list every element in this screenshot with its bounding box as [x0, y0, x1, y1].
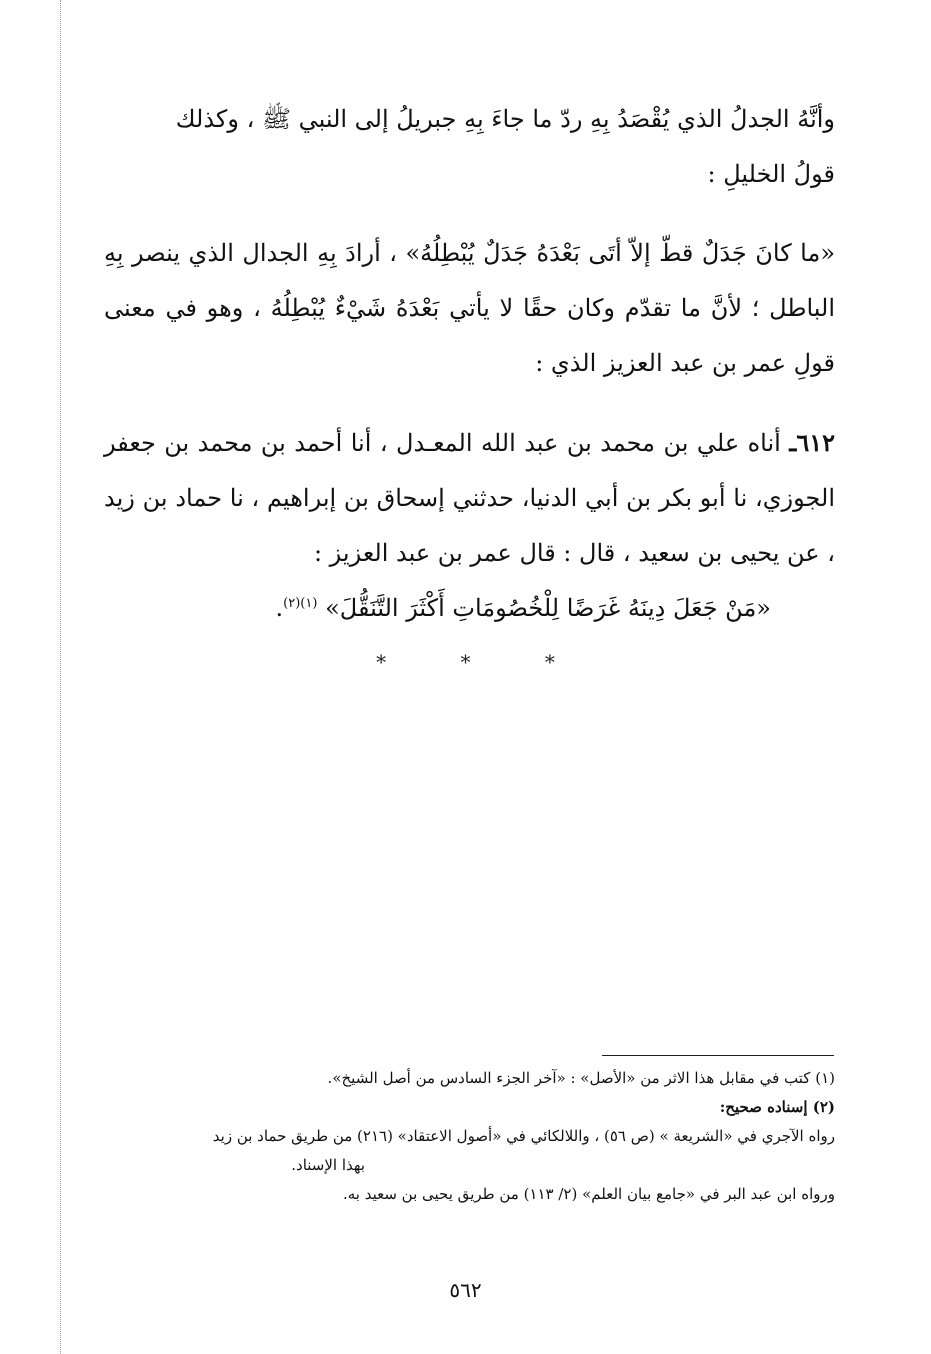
- page-edge-dotted-line: [60, 0, 61, 1354]
- paragraph-3-text: أناه علي بن محمد بن عبد الله المعـدل ، أنا أحمد بن محمد بن جعفر الجوزي، نا أبو بكر بن أبي الدنيا، حدثني إسحاق بن إبراهيم ، نا حماد بن زيد ، عن يحيى بن سعيد ، قال : قال عمر بن عبد العزيز :: [104, 429, 835, 567]
- section-separator: * * *: [376, 650, 589, 674]
- page-number: ٥٦٢: [449, 1278, 482, 1302]
- item-number: ٦١٢ـ: [789, 428, 835, 457]
- footnote-2-line-2: بهذا الإسناد.: [291, 1156, 365, 1174]
- paragraph-2: «ما كانَ جَدَلٌ قطّ إلاّ أتَى بَعْدَهُ جَدَلٌ يُبْطِلُهُ» ، أرادَ بِهِ الجدال الذي ينصر بِهِ الباطل ؛ لأنَّ ما تقدّم وكان حقًا لا يأتي بَعْدَهُ شَيْءٌ يُبْطِلُهُ ، وهو في معنى قولِ عمر بن عبد العزيز الذي :: [104, 239, 835, 377]
- quote-line: [104, 581, 835, 636]
- footnote-2-heading: (٢) إسناده صحيح:: [719, 1098, 835, 1116]
- paragraph-1-line-2: قولُ الخليلِ :: [707, 160, 835, 188]
- main-text-block: [104, 92, 835, 636]
- quote-text: «مَنْ جَعَلَ دِينَهُ غَرَضًا لِلْخُصُومَاتِ أَكْثَرَ التَّنَقُّلَ»: [325, 594, 771, 622]
- footnote-2-line-3: ورواه ابن عبد البر في «جامع بيان العلم» (٢/ ١١٣) من طريق يحيى بن سعيد به.: [342, 1185, 835, 1203]
- paragraph-1-line-1: وأنَّهُ الجدلُ الذي يُقْصَدُ بِهِ ردّ ما جاءَ بِهِ جبريلُ إلى النبي ﷺ ، وكذلك: [175, 105, 835, 133]
- quote-end-period: .: [275, 594, 284, 622]
- footnote-divider: [602, 1055, 834, 1056]
- footnotes-block: [104, 1064, 835, 1209]
- footnote-1: (١) كتب في مقابل هذا الاثر من «الأصل» : «آخر الجزء السادس من أصل الشيخ».: [327, 1069, 835, 1087]
- footnote-2-line-1: رواه الآجري في «الشريعة » (ص ٥٦) ، واللالكائي في «أصول الاعتقاد» (٢١٦) من طريق حماد بن زيد: [212, 1127, 835, 1145]
- paragraph-1: [104, 92, 835, 202]
- footnote-markers: (١)(٢): [283, 596, 318, 611]
- paragraph-3: [104, 415, 835, 581]
